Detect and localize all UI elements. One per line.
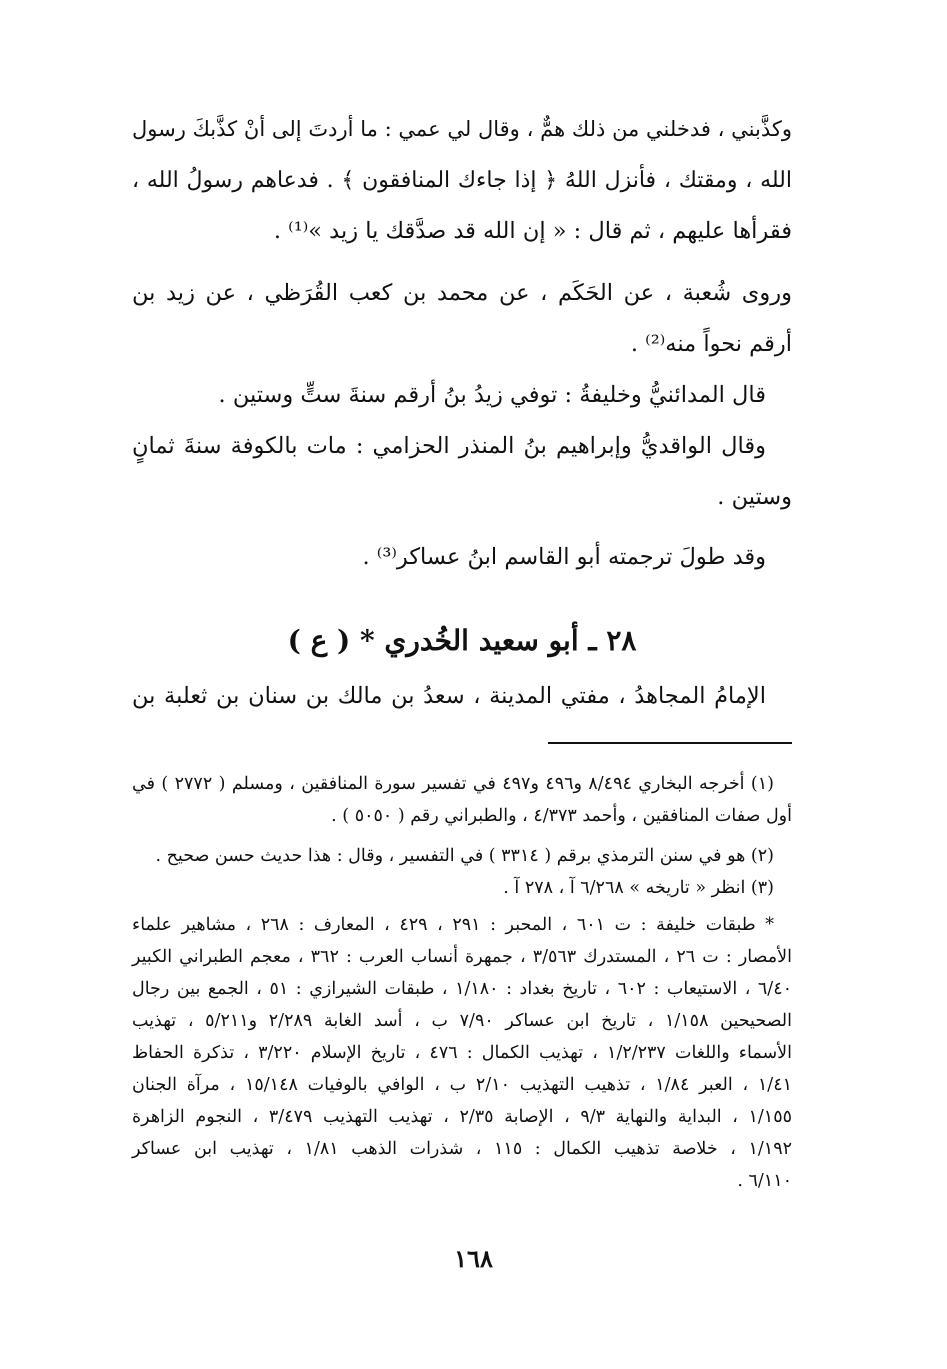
source-line: * طبقات خليفة : ت ٦٠١ ، المحبر : ٢٩١ ، ٤٢٩ ، المعارف : ٢٦٨ ، مشاهير علماء — [132, 915, 774, 935]
text-line: الله ، ومقتك ، فأنزل اللهُ ﴿ إذا جاءك المنافقون ﴾ . فدعاهم رسولُ الله ، — [132, 168, 792, 193]
source-line: ٦/٤٠ ، الاستيعاب : ٦٠٢ ، تاريخ بغداد : ١/١٨٠ ، طبقات الشيرازي : ٥١ ، الجمع بين رجال — [132, 979, 793, 999]
text-line: أرقم نحواً منه⁽²⁾ . — [630, 331, 792, 357]
source-line: ٦/١١٠ . — [737, 1171, 792, 1191]
text-line: وقال الواقديُّ وإبراهيم بنُ المنذر الحزامي : مات بالكوفة سنةَ ثمانٍ — [132, 433, 766, 459]
footnote-line: (١) أخرجه البخاري ٨/٤٩٤ و٤٩٦ و٤٩٧ في تفسير سورة المنافقين ، ومسلم ( ٢٧٧٢ ) في — [132, 774, 774, 794]
footnote-line: أول صفات المنافقين ، وأحمد ٤/٣٧٣ ، والطبراني رقم ( ٥٠٥٠ ) . — [331, 806, 792, 826]
page-number: ١٦٨ — [454, 1244, 493, 1273]
footnote-separator — [548, 742, 792, 744]
source-line: ١/٤١ ، العبر ١/٨٤ ، تذهيب التهذيب ٢/١٠ ب ، الوافي بالوفيات ١٥/١٤٨ ، مرآة الجنان — [132, 1075, 793, 1095]
source-line: ١/١٥٥ ، البداية والنهاية ٩/٣ ، الإصابة ٢/٣٥ ، تهذيب التهذيب ٣/٤٧٩ ، النجوم الزاهرة — [132, 1107, 793, 1127]
text-line: وكذَّبني ، فدخلني من ذلك همٌّ ، وقال لي عمي : ما أردتَ إلى أنْ كذَّبكَ رسول — [132, 117, 792, 141]
text-line: الإمامُ المجاهدُ ، مفتي المدينة ، سعدُ بن مالك بن سنان بن ثعلبة بن — [132, 683, 766, 709]
footnote-line: (٢) هو في سنن الترمذي برقم ( ٣٣١٤ ) في التفسير ، وقال : هذا حديث حسن صحيح . — [155, 846, 774, 866]
footnote-line: (٣) انظر « تاريخه » ٦/٢٦٨ آ ، ٢٧٨ آ . — [503, 878, 774, 898]
text-line: فقرأها عليهم ، ثم قال : « إن الله قد صدَّقك يا زيد »⁽¹⁾ . — [273, 218, 792, 244]
text-line: وروى شُعبة ، عن الحَكَم ، عن محمد بن كعب القُرَظي ، عن زيد بن — [132, 280, 792, 306]
source-line: ١/١٩٢ ، خلاصة تذهيب الكمال : ١١٥ ، شذرات الذهب ١/٨١ ، تهذيب ابن عساكر — [132, 1139, 792, 1159]
source-line: الصحيحين ١/١٥٨ ، تاريخ ابن عساكر ٧/٩٠ ب ، أسد الغابة ٢/٢٨٩ و٥/٢١١ ، تهذيب — [132, 1011, 792, 1031]
source-line: الأمصار : ت ٢٦ ، المستدرك ٣/٥٦٣ ، جمهرة أنساب العرب : ٣٦٢ ، معجم الطبراني الكبير — [132, 947, 793, 967]
section-heading: ٢٨ ـ أبو سعيد الخُدري * ( ع ) — [287, 624, 637, 657]
text-line: قال المدائنيُّ وخليفةُ : توفي زيدُ بنُ أرقم سنةَ ستٍّ وستين . — [218, 382, 766, 408]
text-line: وستين . — [717, 484, 792, 510]
source-line: الأسماء واللغات ١/٢/٢٣٧ ، تهذيب الكمال : ٤٧٦ ، تاريخ الإسلام ٣/٢٢٠ ، تذكرة الحفاظ — [132, 1043, 792, 1063]
text-line: وقد طولَ ترجمته أبو القاسم ابنُ عساكر⁽³⁾ . — [362, 544, 766, 570]
